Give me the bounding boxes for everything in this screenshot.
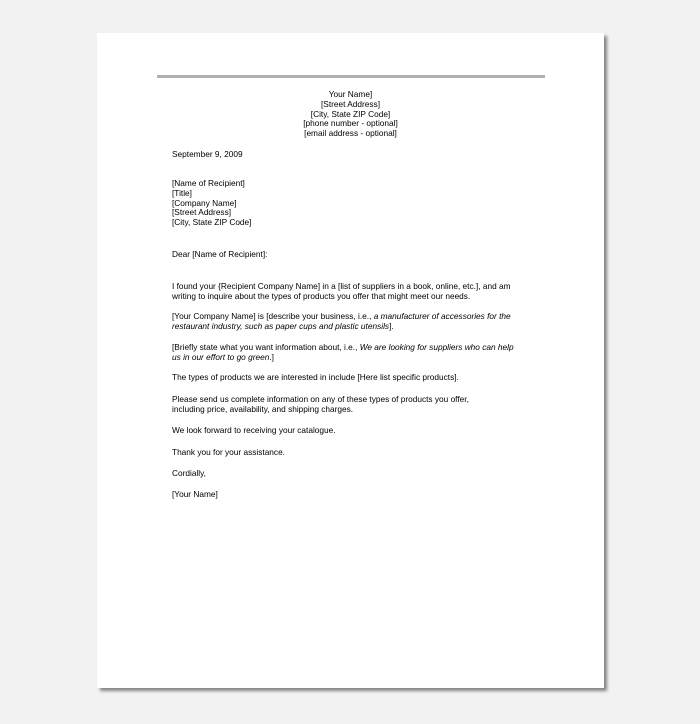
paragraph-info-request-line-1: Please send us complete information on any of these types of products you offer, (172, 394, 469, 404)
sender-name: Your Name] (328, 89, 373, 99)
company-text-italic-2: restaurant industry, such as paper cups and plastic utensils (172, 320, 390, 331)
header-rule (157, 75, 545, 78)
recipient-company: [Company Name] (172, 197, 237, 208)
company-text-plain: [Your Company Name] is [describe your business, i.e., (172, 311, 374, 321)
sender-city: [City, State ZIP Code] (310, 108, 391, 119)
sender-street: [Street Address] (320, 98, 381, 109)
recipient-street: [Street Address] (172, 207, 232, 218)
sender-email: [email address - optional] (304, 128, 397, 139)
recipient-address-block (172, 179, 251, 228)
request-text-italic: We are looking for suppliers who can help (359, 342, 514, 352)
paragraph-thanks: Thank you for your assistance. (172, 447, 285, 457)
request-text-italic-2: us in our effort to go green (172, 351, 270, 362)
letter-date: September 9, 2009 (172, 149, 243, 159)
request-text-end: .] (269, 351, 274, 362)
paragraph-catalogue: We look forward to receiving your catalogue. (172, 425, 336, 435)
recipient-name: [Name of Recipient] (172, 178, 245, 188)
paragraph-company (172, 312, 511, 332)
paragraph-request-line-2 (172, 353, 514, 363)
paragraph-company-line-2 (172, 322, 511, 332)
paragraph-intro-line-2: writing to inquire about the types of products you offer that might meet our needs. (172, 290, 471, 301)
paragraph-products: The types of products we are interested in include [Here list specific products]. (172, 372, 459, 382)
closing: Cordially, (172, 468, 206, 478)
recipient-city: [City, State ZIP Code] (172, 217, 252, 228)
sender-address-block (97, 90, 604, 139)
paragraph-info-request-line-2: including price, availability, and shipping charges. (172, 403, 354, 414)
recipient-title: [Title] (172, 187, 192, 198)
sender-phone: [phone number - optional] (303, 118, 398, 129)
paragraph-request (172, 343, 514, 363)
paragraph-info-request (172, 395, 469, 415)
letter-page (97, 33, 604, 688)
signature: [Your Name] (172, 489, 218, 499)
company-text-italic: a manufacturer of accessories for the (373, 311, 511, 321)
paragraph-intro-line-1: I found your {Recipient Company Name] in a [list of suppliers in a book, online, etc.], and am (172, 281, 511, 291)
request-text-plain: [Briefly state what you want information about, i.e., (172, 342, 360, 352)
salutation: Dear [Name of Recipient]: (172, 249, 268, 259)
company-text-end: ]. (389, 320, 394, 331)
paragraph-intro (172, 282, 511, 302)
